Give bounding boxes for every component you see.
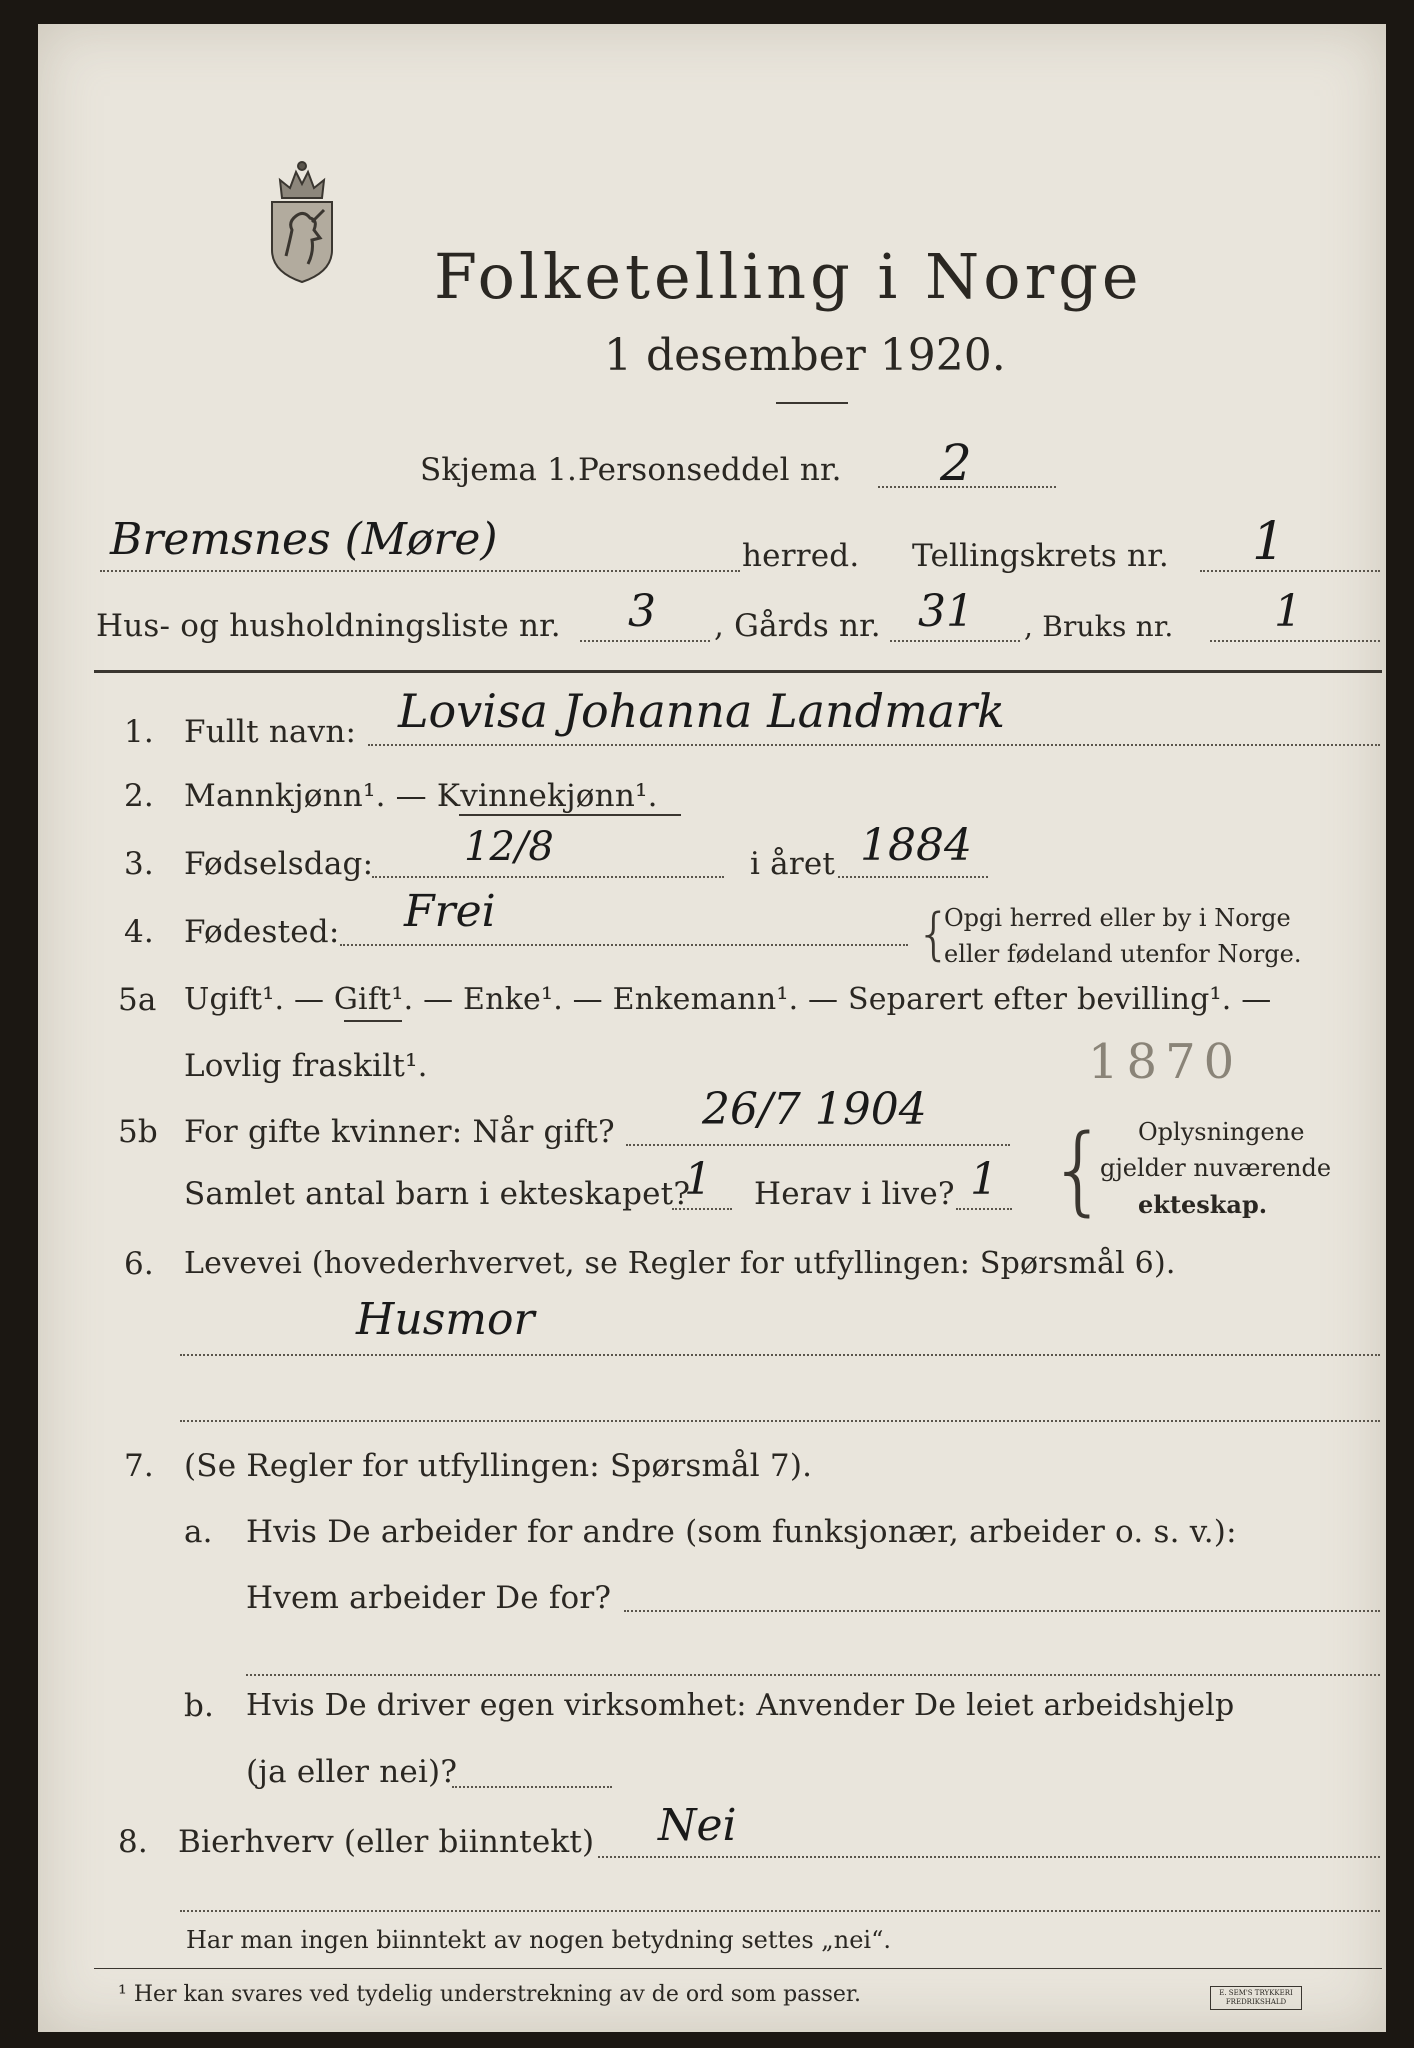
q5b-label: For gifte kvinner: Når gift? [184, 1114, 615, 1150]
census-date: 1 desember 1920. [604, 330, 1006, 381]
schema-label: Skjema 1. [420, 452, 578, 488]
q8-dots [598, 1856, 1380, 1858]
q7a-letter: a. [184, 1514, 213, 1550]
q7b-question: (ja eller nei)? [246, 1754, 458, 1790]
q7a-question: Hvem arbeider De for? [246, 1580, 612, 1616]
q5b-margin-note: 1870 [1088, 1034, 1243, 1090]
q2-underline-kvinnekjonn [459, 814, 681, 816]
hus-value[interactable]: 3 [628, 586, 656, 637]
q6-value[interactable]: Husmor [356, 1294, 535, 1345]
q4-number: 4. [124, 914, 154, 950]
q5b-children-label: Samlet antal barn i ekteskapet? [184, 1176, 691, 1212]
title-divider [776, 402, 848, 404]
bruks-dots [1210, 640, 1380, 642]
q3-year-dots [838, 876, 988, 878]
printer-stamp: E. SEM'S TRYKKERI FREDRIKSHALD [1210, 1986, 1302, 2010]
q7b-letter: b. [184, 1688, 215, 1724]
q3-dots [372, 876, 724, 878]
footnote-rule [94, 1968, 1382, 1969]
q6-label: Levevei (hovederhvervet, se Regler for utfyllingen: Spørsmål 6). [184, 1246, 1176, 1281]
q4-note-line2: eller fødeland utenfor Norge. [944, 940, 1302, 968]
q1-label: Fullt navn: [184, 714, 357, 750]
q6-dots-2 [180, 1420, 1380, 1422]
q5b-brace: { [1048, 1114, 1110, 1226]
q4-label: Fødested: [184, 914, 340, 950]
q2-text: Mannkjønn¹. — Kvinnekjønn¹. [184, 778, 658, 814]
q5b-dots [626, 1144, 1010, 1146]
q6-dots-1 [180, 1354, 1380, 1356]
q7-label: (Se Regler for utfyllingen: Spørsmål 7). [184, 1448, 813, 1484]
q8-label: Bierhverv (eller biinntekt) [178, 1824, 595, 1860]
q7b-text: Hvis De driver egen virksomhet: Anvender De leiet arbeidshjelp [246, 1688, 1235, 1723]
q2-number: 2. [124, 778, 154, 814]
personseddel-value[interactable]: 2 [940, 434, 972, 492]
q4-dots [340, 944, 908, 946]
q1-value[interactable]: Lovisa Johanna Landmark [398, 684, 1006, 738]
gards-dots [890, 640, 1020, 642]
q5a-line1: Ugift¹. — Gift¹. — Enke¹. — Enkemann¹. — Separert efter bevilling¹. — [184, 982, 1272, 1017]
q5b-children-value[interactable]: 1 [684, 1154, 712, 1205]
hus-dots [580, 640, 710, 642]
q6-number: 6. [124, 1246, 154, 1282]
tellingskrets-label: Tellingskrets nr. [912, 538, 1169, 574]
q1-dots [368, 744, 1380, 746]
q5b-note-line2: gjelder nuværende [1100, 1154, 1332, 1182]
census-form-sheet [38, 24, 1386, 2032]
tellingskrets-dots [1200, 570, 1380, 572]
q1-number: 1. [124, 714, 154, 750]
q3-number: 3. [124, 846, 154, 882]
herred-value[interactable]: Bremsnes (Møre) [110, 514, 498, 565]
q4-value[interactable]: Frei [404, 886, 496, 937]
q8-number: 8. [118, 1824, 148, 1860]
gards-label: , Gårds nr. [714, 608, 881, 644]
q5b-alive-label: Herav i live? [754, 1176, 955, 1212]
q5a-underline-gift [344, 1020, 402, 1022]
norway-coat-of-arms-icon [262, 160, 342, 284]
q3-year-label: i året [750, 846, 836, 882]
q5b-children-dots [672, 1208, 732, 1210]
gards-value[interactable]: 31 [918, 586, 974, 637]
q5a-number: 5a [118, 982, 157, 1018]
hus-label: Hus- og husholdningsliste nr. [96, 608, 561, 644]
q5b-value[interactable]: 26/7 1904 [702, 1084, 927, 1135]
q3-year-value[interactable]: 1884 [860, 820, 972, 871]
q8-dots-2 [180, 1910, 1380, 1912]
q5b-alive-value[interactable]: 1 [970, 1154, 998, 1205]
personseddel-label: Personseddel nr. [578, 452, 842, 488]
q5b-note-line3: ekteskap. [1138, 1190, 1268, 1219]
footnote: ¹ Her kan svares ved tydelig understrekning av de ord som passer. [118, 1982, 861, 2007]
q4-brace: { [916, 902, 952, 967]
bruks-label: , Bruks nr. [1024, 610, 1174, 643]
q7a-text: Hvis De arbeider for andre (som funksjonær, arbeider o. s. v.): [246, 1514, 1237, 1550]
herred-label: herred. [742, 538, 860, 574]
q4-note-line1: Opgi herred eller by i Norge [944, 904, 1291, 932]
form-title: Folketelling i Norge [434, 240, 1143, 313]
tellingskrets-value[interactable]: 1 [1252, 512, 1286, 572]
q3-value[interactable]: 12/8 [464, 824, 554, 870]
q8-value[interactable]: Nei [658, 1800, 737, 1851]
q7-number: 7. [124, 1448, 154, 1484]
q5a-line2: Lovlig fraskilt¹. [184, 1048, 428, 1084]
q5b-note-line1: Oplysningene [1138, 1118, 1305, 1146]
herred-dots [100, 570, 740, 572]
bottom-note: Har man ingen biinntekt av nogen betydning settes „nei“. [186, 1926, 891, 1954]
header-rule [94, 670, 1382, 673]
q5b-number: 5b [118, 1114, 158, 1150]
q5b-alive-dots [956, 1208, 1012, 1210]
bruks-value[interactable]: 1 [1274, 586, 1302, 637]
q3-label: Fødselsdag: [184, 846, 374, 882]
q7a-dots-1 [624, 1610, 1380, 1612]
q7b-dots [452, 1786, 612, 1788]
q7a-dots-2 [246, 1674, 1380, 1676]
